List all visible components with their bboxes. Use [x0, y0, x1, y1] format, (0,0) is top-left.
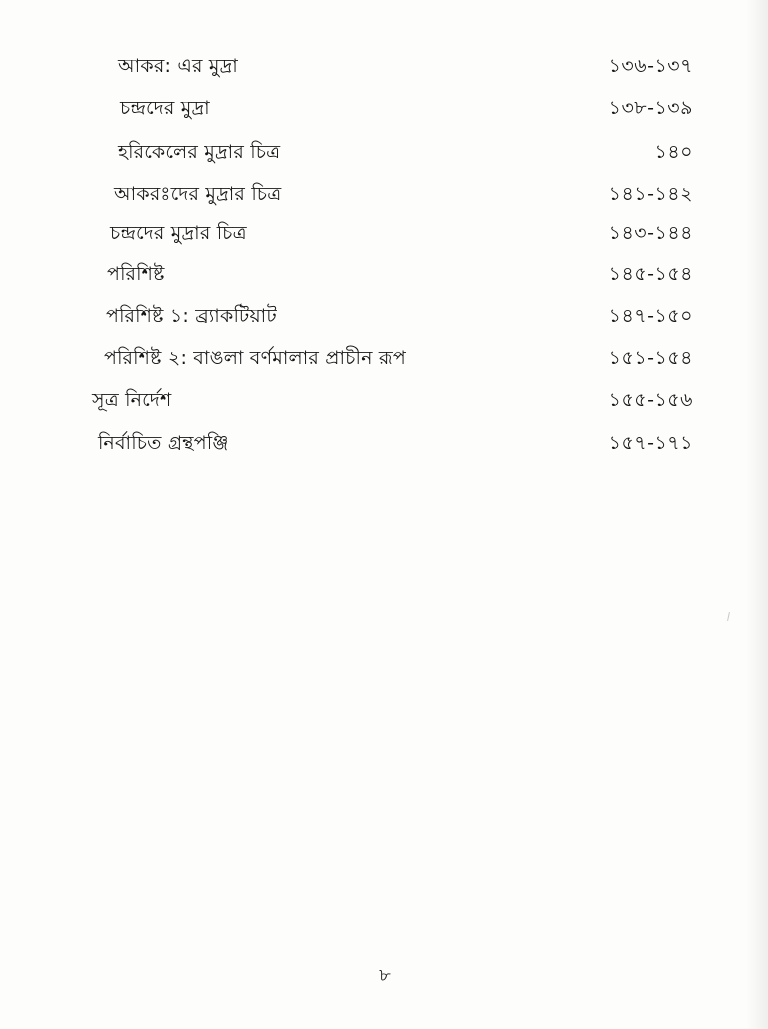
toc-entry-pages: ১৪৭-১৫০: [608, 305, 693, 327]
toc-entry-title: চন্দ্রদের মুদ্রা: [120, 97, 210, 119]
toc-entry-pages: ১৫১-১৫৪: [608, 347, 693, 369]
toc-entry-pages: ১৩৮-১৩৯: [608, 97, 693, 119]
toc-entry-pages: ১৫৭-১৭১: [608, 432, 693, 454]
toc-entry-pages: ১৪৩-১৪৪: [608, 222, 693, 244]
toc-entry-title: আকরঃদের মুদ্রার চিত্র: [114, 183, 282, 205]
page-number: ৮: [379, 965, 391, 986]
toc-entry-title: হরিকেলের মুদ্রার চিত্র: [118, 141, 281, 163]
toc-row: [0, 138, 768, 178]
toc-row: [0, 52, 768, 92]
toc-row: [0, 219, 768, 259]
toc-entry-pages: ১৪১-১৪২: [608, 183, 693, 205]
toc-row: [0, 180, 768, 220]
toc-row: [0, 260, 768, 300]
toc-row: [0, 344, 768, 384]
toc-entry-title: চন্দ্রদের মুদ্রার চিত্র: [110, 222, 247, 244]
toc-row: [0, 386, 768, 426]
toc-entry-pages: ১৫৫-১৫৬: [608, 389, 693, 411]
toc-entry-pages: ১৩৬-১৩৭: [608, 55, 693, 77]
scan-speck: [727, 612, 730, 621]
toc-entry-title: আকর: এর মুদ্রা: [118, 55, 238, 77]
toc-row: [0, 302, 768, 342]
toc-entry-pages: ১৪৫-১৫৪: [608, 263, 693, 285]
toc-row: [0, 94, 768, 134]
toc-entry-title: নির্বাচিত গ্রন্থপঞ্জি: [98, 432, 229, 454]
toc-entry-pages: ১৪০: [654, 141, 693, 163]
toc-entry-title: পরিশিষ্ট ২: বাঙলা বর্ণমালার প্রাচীন রূপ: [104, 347, 406, 369]
toc-entry-title: পরিশিষ্ট: [107, 263, 165, 285]
toc-entry-title: সূত্র নির্দেশ: [92, 389, 172, 411]
toc-entry-title: পরিশিষ্ট ১: ব্র্যাকটিয়াট: [106, 305, 277, 327]
toc-row: [0, 429, 768, 469]
